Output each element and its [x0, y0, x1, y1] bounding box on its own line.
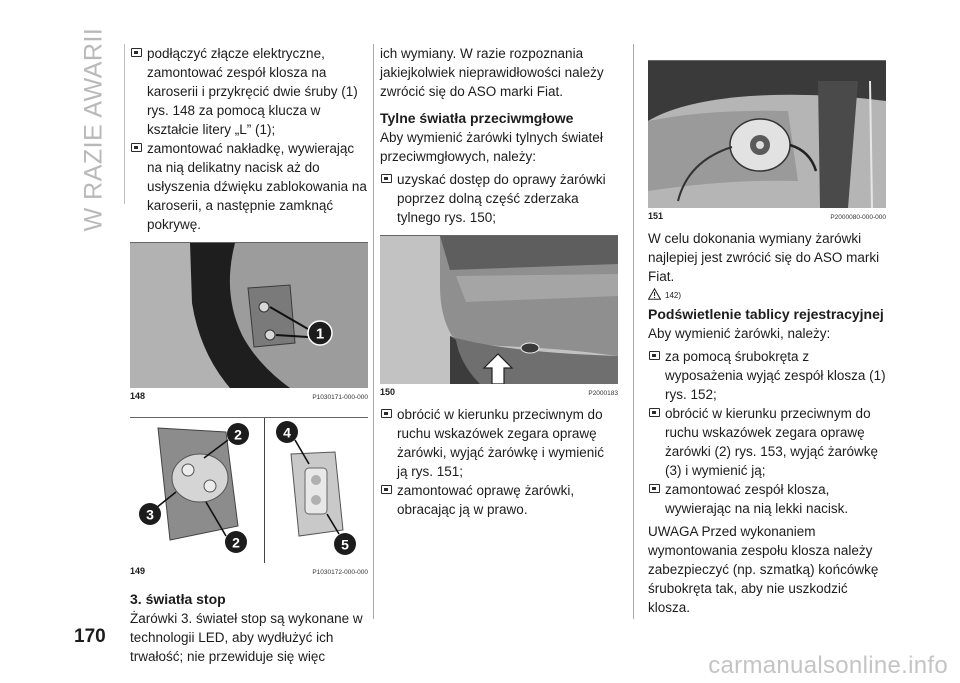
warning-reference — [648, 288, 886, 300]
figure-149-right — [265, 418, 368, 563]
callout-3: 3 — [146, 506, 154, 523]
figure-number: 150 — [380, 387, 396, 397]
figure-code: P1030171-000-000 — [312, 394, 368, 401]
callout-5: 5 — [341, 536, 349, 553]
bullet-item — [648, 404, 886, 480]
figure-149-image — [130, 418, 368, 563]
bullet-text: zamontować nakładkę, wywierając na nią delikatny nacisk aż do usłyszenia dźwięku zablokowania na karoserii, a następnie zamknąć pokrywę. — [147, 141, 367, 232]
bullet-text: za pomocą śrubokręta z wyposażenia wyjąć zespół klosza (1) rys. 152; — [665, 349, 886, 402]
side-title-divider — [124, 44, 125, 204]
figure-151 — [648, 60, 886, 223]
figure-150-caption — [380, 384, 618, 399]
figure-148 — [130, 242, 368, 403]
note-paragraph: UWAGA Przed wykonaniem wymontowania zespołu klosza należy zabezpieczyć (np. szmatką) końcówkę śrubokręta tak, aby nie uszkodzić klosza. — [648, 524, 879, 615]
column-1 — [130, 44, 368, 666]
callout-4: 4 — [283, 424, 291, 441]
figure-151-caption — [648, 208, 886, 223]
bulb-holder-illustration — [265, 418, 368, 563]
fog-lamp-access-illustration — [648, 61, 886, 208]
bullet-item — [380, 405, 618, 481]
figure-number: 151 — [648, 211, 664, 221]
bullet-box-icon — [381, 409, 392, 418]
figure-number: 149 — [130, 566, 146, 576]
bullet-item — [648, 347, 886, 404]
bullet-item — [648, 480, 886, 518]
paragraph: Aby wymienić żarówki, należy: — [648, 326, 831, 341]
bullet-box-icon — [381, 485, 392, 494]
column-divider-2 — [633, 44, 634, 619]
lamp-housing-illustration — [130, 418, 264, 563]
bullet-text: zamontować oprawę żarówki, obracając ją w prawo. — [397, 483, 575, 517]
figure-151-image — [648, 61, 886, 208]
column-2 — [380, 44, 618, 519]
figure-149-left — [130, 418, 264, 563]
bullet-item — [380, 481, 618, 519]
figure-code: P2000080-000-000 — [830, 214, 886, 221]
bullet-item — [130, 44, 368, 139]
figure-148-caption — [130, 388, 368, 403]
paragraph: Żarówki 3. świateł stop są wykonane w technologii LED, aby wydłużyć ich trwałość; nie przewiduje się więc — [130, 611, 363, 664]
paragraph: ich wymiany. W razie rozpoznania jakiejkolwiek nieprawidłowości należy zwrócić się do ASO marki Fiat. — [380, 46, 604, 99]
section-heading: Podświetlenie tablicy rejestracyjnej — [648, 306, 884, 322]
bullet-text: obrócić w kierunku przeciwnym do ruchu wskazówek zegara oprawę żarówki, wyjąć żarówkę i wymienić ją rys. 151; — [397, 407, 605, 479]
bullet-text: zamontować zespół klosza, wywierając na nią lekki nacisk. — [665, 482, 849, 516]
figure-number: 148 — [130, 391, 146, 401]
paragraph: W celu dokonania wymiany żarówki najlepiej jest zwrócić się do ASO marki Fiat. — [648, 231, 880, 284]
rear-bumper-illustration — [380, 236, 618, 384]
warning-ref-number: 142) — [665, 291, 682, 300]
callout-2: 2 — [232, 534, 240, 551]
bullet-box-icon — [131, 143, 142, 152]
bullet-item — [380, 170, 618, 227]
figure-code: P2000183 — [588, 390, 618, 397]
bullet-text: podłączyć złącze elektryczne, zamontować zespół klosza na karoserii i przykręcić dwie śruby (1) rys. 148 za pomocą klucza w kształcie litery „L” (1); — [147, 46, 358, 137]
section-side-title — [74, 27, 114, 231]
column-divider-1 — [373, 44, 374, 619]
section-heading: 3. światła stop — [130, 591, 226, 607]
warning-triangle-icon — [648, 288, 661, 300]
bullet-box-icon — [131, 48, 142, 57]
bullet-text: obrócić w kierunku przeciwnym do ruchu wskazówek zegara oprawę żarówki (2) rys. 153, wyjąć żarówkę (3) i wymienić ją; — [665, 406, 879, 478]
bullet-text: uzyskać dostęp do oprawy żarówki poprzez dolną część zderzaka tylnego rys. 150; — [397, 172, 606, 225]
figure-149-caption — [130, 563, 368, 578]
column-3 — [648, 44, 886, 617]
figure-150-image — [380, 236, 618, 384]
bullet-item — [130, 139, 368, 234]
bullet-box-icon — [381, 174, 392, 183]
figure-code: P1030172-000-000 — [312, 569, 368, 576]
section-heading: Tylne światła przeciwmgłowe — [380, 110, 574, 126]
callout-1: 1 — [315, 325, 325, 343]
paragraph: Aby wymienić żarówki tylnych świateł przeciwmgłowych, należy: — [380, 130, 603, 164]
bullet-box-icon — [649, 408, 660, 417]
bullet-box-icon — [649, 484, 660, 493]
bullet-box-icon — [649, 351, 660, 360]
section-side-title-text: W RAZIE AWARII — [79, 27, 108, 231]
figure-150 — [380, 235, 618, 399]
callout-2: 2 — [234, 426, 242, 443]
footer-watermark: carmanualsonline.info — [708, 652, 948, 679]
figure-149 — [130, 417, 368, 578]
rear-lamp-mount-illustration — [130, 243, 368, 388]
figure-148-image — [130, 243, 368, 388]
page-number: 170 — [74, 626, 106, 647]
